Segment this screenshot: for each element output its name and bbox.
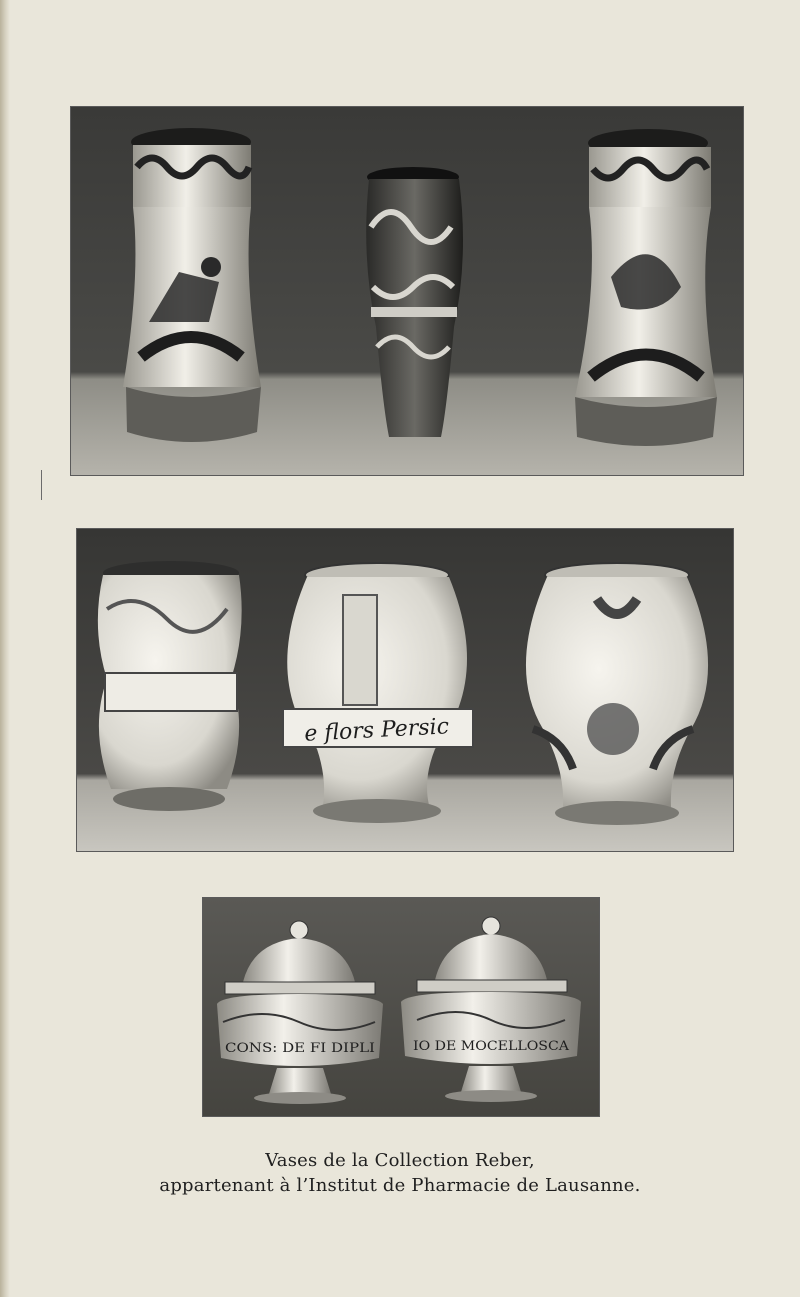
plate-3-image <box>203 898 599 1116</box>
jar-inscription-right: IO DE MOCELLOSCA <box>413 1039 570 1054</box>
jar-inscription-left: CONS: DE FI DIPLI <box>225 1041 375 1056</box>
margin-mark <box>41 470 42 500</box>
caption-line-1: Vases de la Collection Reber, <box>265 1150 535 1171</box>
plate-2-image <box>77 529 733 851</box>
jug-inscription: e flors Persic <box>303 714 450 747</box>
photo-plate-albarelli <box>70 106 744 476</box>
figure-caption <box>0 1148 800 1198</box>
photo-plate-covered-jars <box>202 897 600 1117</box>
plate-1-image <box>71 107 743 475</box>
page-binding-shadow <box>0 0 10 1297</box>
albarello-ung-popu <box>98 561 242 811</box>
photo-plate-jugs <box>76 528 734 852</box>
caption-line-2: appartenant à l’Institut de Pharmacie de Lausanne. <box>159 1175 641 1196</box>
